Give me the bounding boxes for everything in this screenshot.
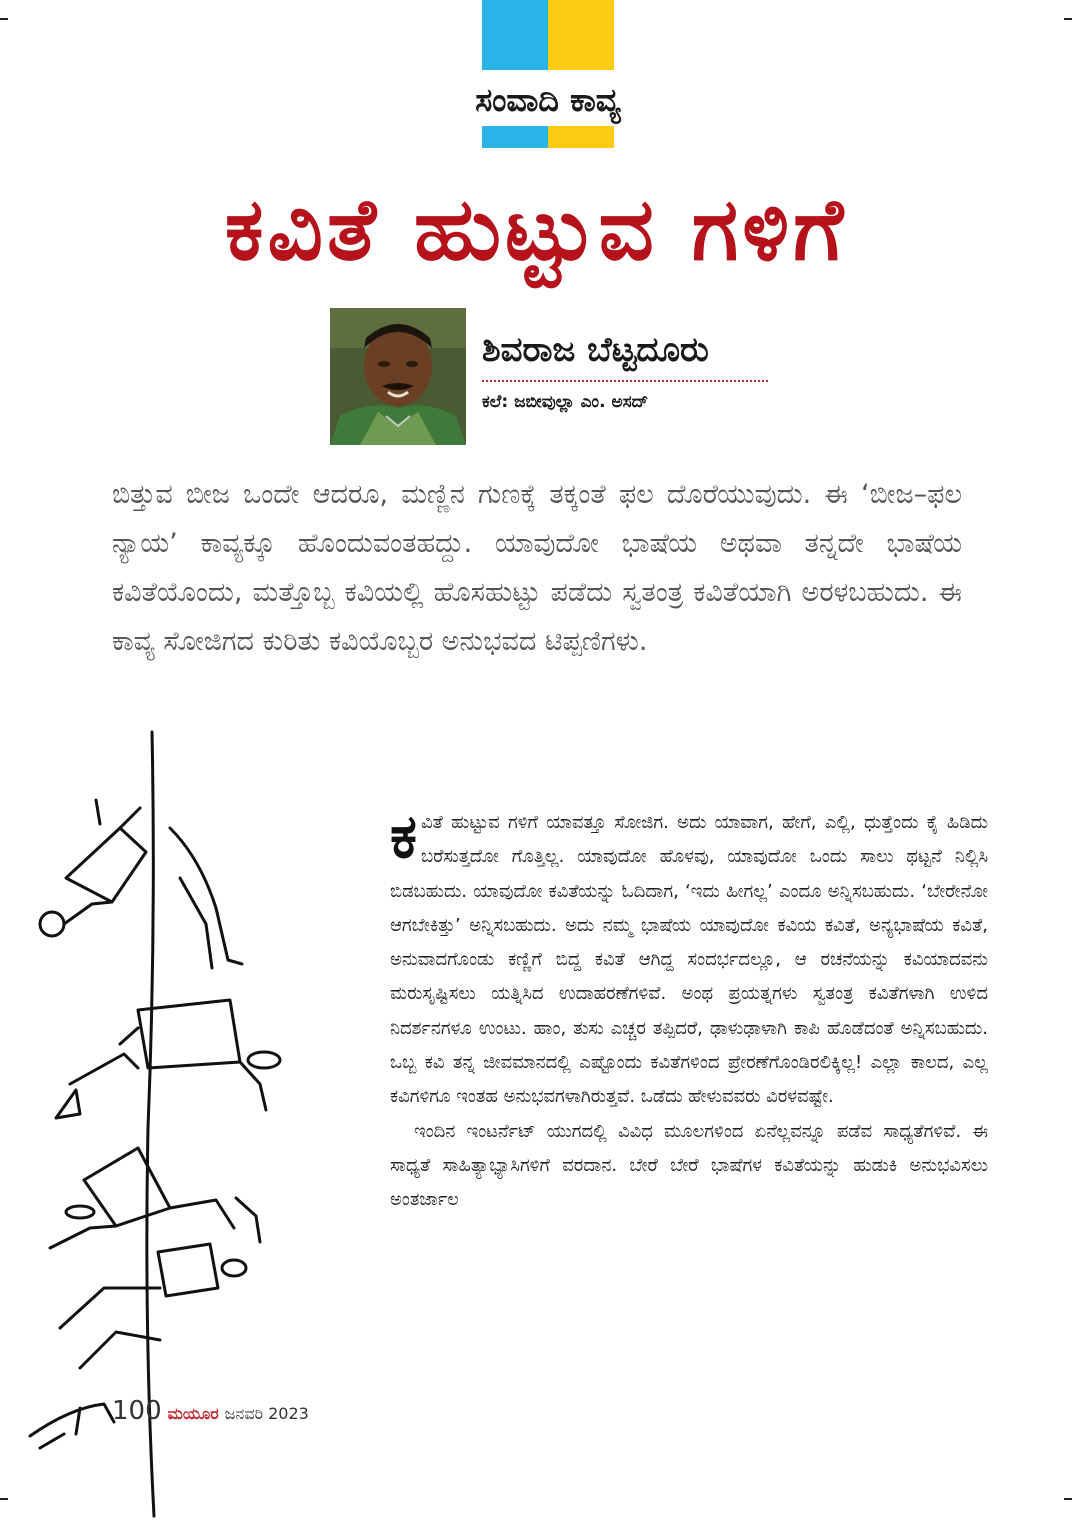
art-credit: ಕಲೆ: ಜಬೀವುಲ್ಲಾ ಎಂ. ಅಸದ್ [482,392,649,412]
color-block-blue [482,0,548,70]
page-number: 100 [112,1396,162,1426]
author-name: ಶಿವರಾಜ ಬೆಟ್ಟದೂರು [482,330,709,370]
page-footer [112,1396,309,1428]
article-body [390,802,988,1218]
color-block-yellow [548,0,614,70]
intro-paragraph: ಬಿತ್ತುವ ಬೀಜ ಒಂದೇ ಆದರೂ, ಮಣ್ಣಿನ ಗುಣಕ್ಕೆ ತಕ್ಕಂತೆ ಫಲ ದೊರೆಯುವುದು. ಈ ‘ಬೀಜ–ಫಲ ನ್ಯಾಯ’ ಕಾವ್ಯಕ್ಕೂ ಹೊಂದುವಂತಹದ್ದು. ಯಾವುದೋ ಭಾಷೆಯ ಅಥವಾ ತನ್ನದೇ ಭಾಷೆಯ ಕವಿತೆಯೊಂದು, ಮತ್ತೊಬ್ಬ ಕವಿಯಲ್ಲಿ ಹೊಸಹುಟ್ಟು ಪಡೆದು ಸ್ವತಂತ್ರ ಕವಿತೆಯಾಗಿ ಅರಳಬಹುದು. ಈ ಕಾವ್ಯ ಸೋಜಿಗದ ಕುರಿತು ಕವಿಯೊಬ್ಬರ ಅನುಭವದ ಟಿಪ್ಪಣಿಗಳು. [112,479,962,657]
crop-mark [1064,1498,1072,1500]
color-block-yellow [548,126,614,148]
drop-cap: ಕ [390,802,417,872]
magazine-logo: ಮಯೂರ [167,1404,219,1423]
crop-mark [0,18,8,20]
issue-date: ಜನವರಿ 2023 [224,1404,309,1423]
column-color-block [482,0,614,148]
crop-mark [0,1498,8,1500]
body-paragraph [390,802,988,1115]
author-photo [330,308,466,445]
crop-mark [1064,18,1072,20]
body-paragraph-text: ವಿತೆ ಹುಟ್ಟುವ ಗಳಿಗೆ ಯಾವತ್ತೂ ಸೋಜಿಗ. ಅದು ಯಾವಾಗ, ಹೇಗೆ, ಎಲ್ಲಿ, ಧುತ್ತೆಂದು ಕೈ ಹಿಡಿದು ಬರೆಸುತ್ತದೋ ಗೊತ್ತಿಲ್ಲ. ಯಾವುದೋ ಹೊಳವು, ಯಾವುದೋ ಒಂದು ಸಾಲು ಥಟ್ಟನೆ ನಿಲ್ಲಿಸಿ ಬಿಡಬಹುದು. ಯಾವುದೋ ಕವಿತೆಯನ್ನು ಓದಿದಾಗ, ‘ಇದು ಹೀಗಲ್ಲ’ ಎಂದೂ ಅನ್ನಿಸಬಹುದು. ‘ಬೇರೇನೋ ಆಗಬೇಕಿತ್ತು’ ಅನ್ನಿಸಬಹುದು. ಅದು ನಮ್ಮ ಭಾಷೆಯ ಯಾವುದೋ ಕವಿಯ ಕವಿತೆ, ಅನ್ಯಭಾಷೆಯ ಕವಿತೆ, ಅನುವಾದಗೊಂಡು ಕಣ್ಣಿಗೆ ಬಿದ್ದ ಕವಿತೆ ಆಗಿದ್ದ ಸಂದರ್ಭದಲ್ಲೂ, ಆ ರಚನೆಯನ್ನು ಕವಿಯಾದವನು ಮರುಸೃಷ್ಟಿಸಲು ಯತ್ನಿಸಿದ ಉದಾಹರಣೆಗಳಿವೆ. ಅಂಥ ಪ್ರಯತ್ನಗಳು ಸ್ವತಂತ್ರ ಕವಿತೆಗಳಾಗಿ ಉಳಿದ ನಿದರ್ಶನಗಳೂ ಉಂಟು. ಹಾಂ, ತುಸು ಎಚ್ಚರ ತಪ್ಪಿದರೆ, ಢಾಳುಢಾಳಾಗಿ ಕಾಪಿ ಹೊಡೆದಂತೆ ಅನ್ನಿಸಬಹುದು. ಒಬ್ಬ ಕವಿ ತನ್ನ ಜೀವಮಾನದಲ್ಲಿ ಎಷ್ಟೊಂದು ಕವಿತೆಗಳಿಂದ ಪ್ರೇರಣೆಗೊಂಡಿರಲಿಕ್ಕಿಲ್ಲ! ಎಲ್ಲಾ ಕಾಲದ, ಎಲ್ಲ ಕವಿಗಳಿಗೂ ಇಂತಹ ಅನುಭವಗಳಾಗಿರುತ್ತವೆ. ಒಡೆದು ಹೇಳುವವರು ವಿರಳವಷ್ಟೇ. [390,812,988,1108]
column-label: ಸಂವಾದಿ ಕಾವ್ಯ [430,78,666,122]
author-portrait-icon [330,308,466,445]
color-block-blue [482,126,548,148]
article-headline: ಕವಿತೆ ಹುಟ್ಟುವ ಗಳಿಗೆ [224,180,848,280]
dotted-divider [482,380,768,382]
body-paragraph: ಇಂದಿನ ಇಂಟರ್ನೆಟ್ ಯುಗದಲ್ಲಿ ವಿವಿಧ ಮೂಲಗಳಿಂದ ಏನೆಲ್ಲವನ್ನೂ ಪಡೆವ ಸಾಧ್ಯತೆಗಳಿವೆ. ಈ ಸಾಧ್ಯತೆ ಸಾಹಿತ್ಯಾಭ್ಯಾಸಿಗಳಿಗೆ ವರದಾನ. ಬೇರೆ ಬೇರೆ ಭಾಷೆಗಳ ಕವಿತೆಯನ್ನು ಹುಡುಕಿ ಅನುಭವಿಸಲು ಅಂತರ್ಜಾಲ [390,1120,988,1211]
